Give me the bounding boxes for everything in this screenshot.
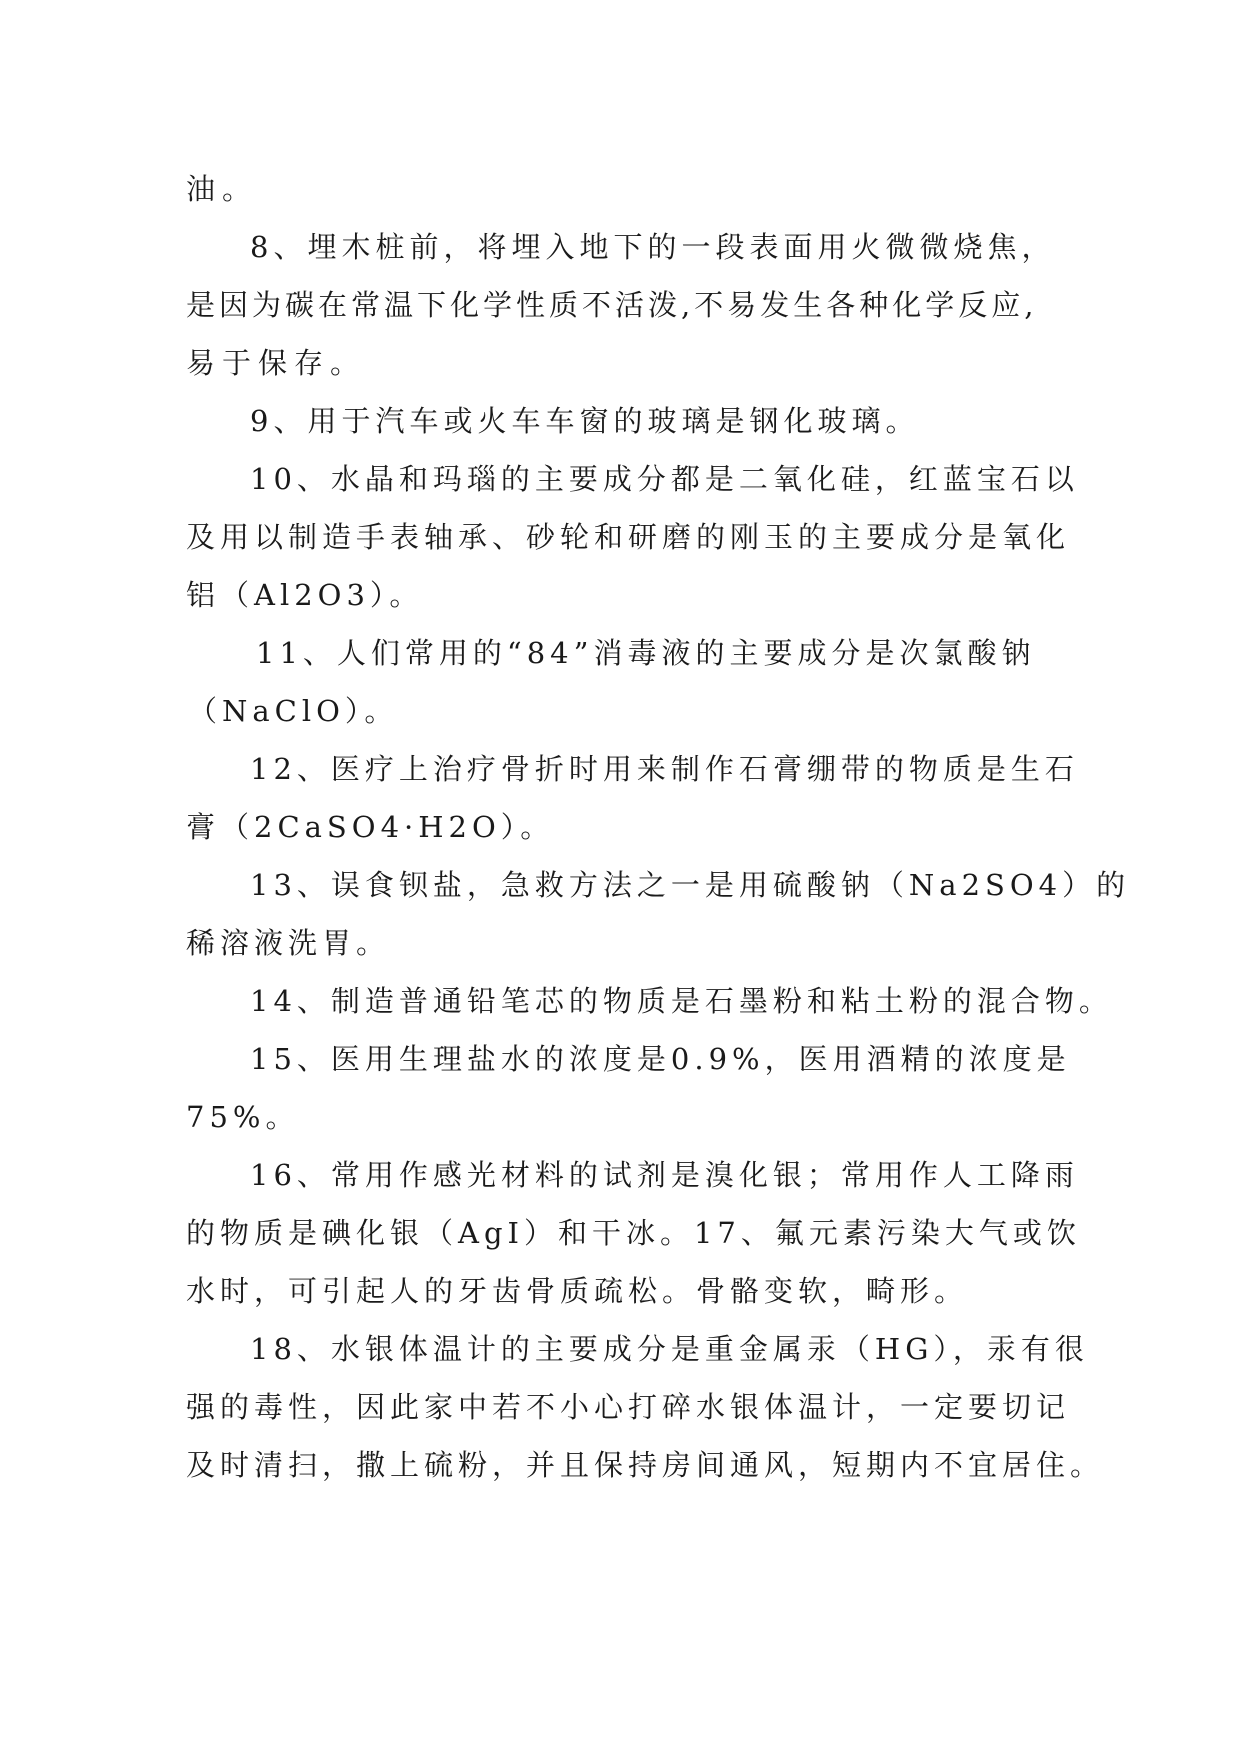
paragraph-item-14: 14、制造普通铅笔芯的物质是石墨粉和粘土粉的混合物。 xyxy=(250,984,1113,1018)
paragraph-item-10: 10、水晶和玛瑙的主要成分都是二氧化硅，红蓝宝石以 xyxy=(250,462,1079,496)
text-line: 膏（2CaSO4·H2O）。 xyxy=(186,810,555,844)
text-line: 及时清扫，撒上硫粉，并且保持房间通风，短期内不宜居住。 xyxy=(186,1448,1105,1482)
text-line: 75%。 xyxy=(186,1100,300,1134)
text-line: 稀溶液洗胃。 xyxy=(186,926,391,960)
text-line: （NaClO）。 xyxy=(188,694,399,728)
text-line: 及用以制造手表轴承、砂轮和研磨的刚玉的主要成分是氧化 xyxy=(186,520,1071,554)
paragraph-item-12: 12、医疗上治疗骨折时用来制作石膏绷带的物质是生石 xyxy=(250,752,1079,786)
paragraph-item-8: 8、埋木桩前，将埋入地下的一段表面用火微微烧焦， xyxy=(250,230,1056,264)
text-line: 易于保存。 xyxy=(186,346,367,380)
paragraph-item-18: 18、水银体温计的主要成分是重金属汞（HG），汞有很 xyxy=(250,1332,1089,1366)
text-line: 的物质是碘化银（AgI）和干冰。17、氟元素污染大气或饮 xyxy=(186,1216,1081,1250)
document-body xyxy=(186,160,1131,1494)
paragraph-item-15: 15、医用生理盐水的浓度是0.9%，医用酒精的浓度是 xyxy=(250,1042,1071,1076)
paragraph-item-16: 16、常用作感光材料的试剂是溴化银；常用作人工降雨 xyxy=(250,1158,1079,1192)
text-line: 是因为碳在常温下化学性质不活泼,不易发生各种化学反应, xyxy=(186,288,1038,322)
paragraph-item-11: 11、人们常用的“84”消毒液的主要成分是次氯酸钠 xyxy=(256,636,1036,670)
text-line: 铝（Al2O3）。 xyxy=(186,578,424,612)
text-line: 水时，可引起人的牙齿骨质疏松。骨骼变软，畸形。 xyxy=(186,1274,969,1308)
text-line: 强的毒性，因此家中若不小心打碎水银体温计，一定要切记 xyxy=(186,1390,1071,1424)
text-line: 油。 xyxy=(186,172,259,206)
paragraph-item-9: 9、用于汽车或火车车窗的玻璃是钢化玻璃。 xyxy=(250,404,920,438)
paragraph-item-13: 13、误食钡盐，急救方法之一是用硫酸钠（Na2SO4）的 xyxy=(250,868,1131,902)
